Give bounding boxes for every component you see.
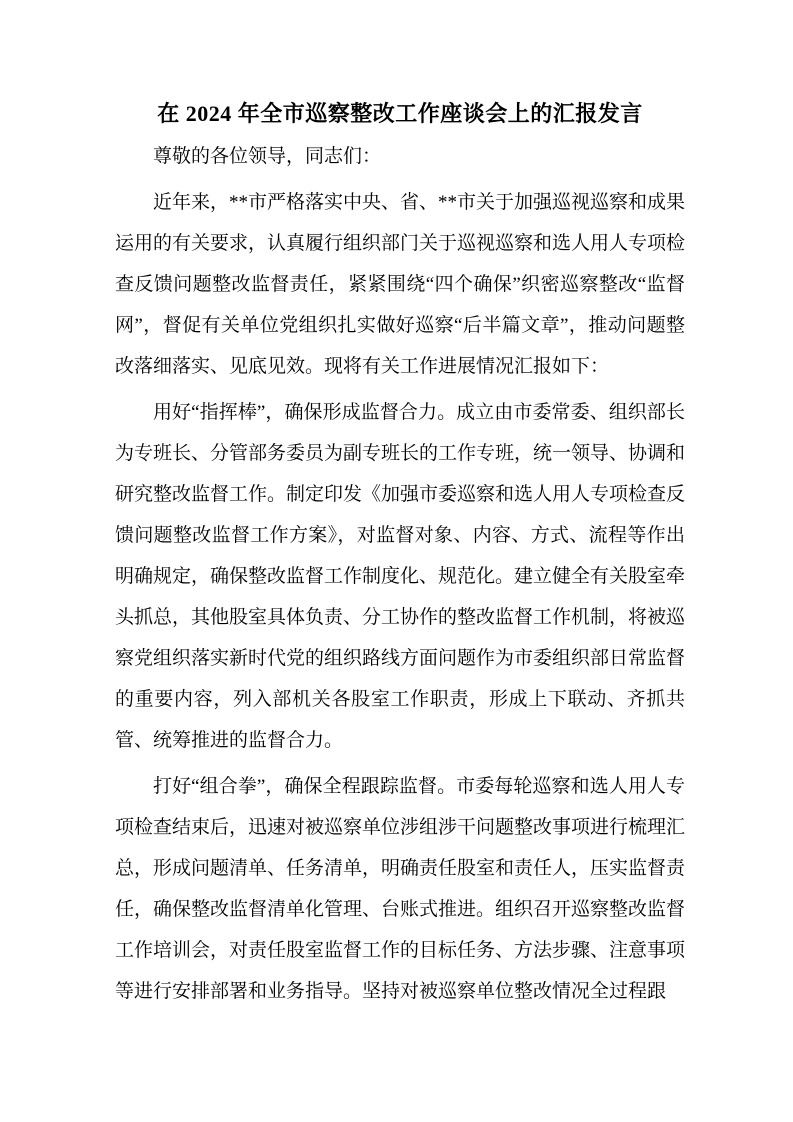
paragraph: 用好“指挥棒”，确保形成监督合力。成立由市委常委、组织部长为专班长、分管部务委员为副专班长的工作专班，统一领导、协调和研究整改监督工作。制定印发《加强市委巡察和选人用人专项检查反馈问题整改监督工作方案》，对监督对象、内容、方式、流程等作出明确规定，确保整改监督工作制度化、规范化。建立健全有关股室牵头抓总，其他股室具体负责、分工协作的整改监督工作机制，将被巡察党组织落实新时代党的组织路线方面问题作为市委组织部日常监督的重要内容，列入部机关各股室工作职责，形成上下联动、齐抓共管、统筹推进的监督合力。	[115, 402, 686, 751]
paragraph: 尊敬的各位领导，同志们：	[153, 146, 382, 167]
paragraph: 近年来，**市严格落实中央、省、**市关于加强巡视巡察和成果运用的有关要求，认真履行组织部门关于巡视巡察和选人用人专项检查反馈问题整改监督责任，紧紧围绕“四个确保”织密巡察整改“监督网”，督促有关单位党组织扎实做好巡察“后半篇文章”，推动问题整改落细落实、见底见效。现将有关工作进展情况汇报如下：	[115, 192, 686, 377]
document-title: 在 2024 年全市巡察整改工作座谈会上的汇报发言	[157, 101, 643, 126]
paragraph: 打好“组合拳”，确保全程跟踪监督。市委每轮巡察和选人用人专项检查结束后，迅速对被巡察单位涉组涉干问题整改事项进行梳理汇总，形成问题清单、任务清单，明确责任股室和责任人，压实监督责任，确保整改监督清单化管理、台账式推进。组织召开巡察整改监督工作培训会，对责任股室监督工作的目标任务、方法步骤、注意事项等进行安排部署和业务指导。坚持对被巡察单位整改情况全过程跟	[115, 776, 686, 1002]
document-body	[115, 136, 685, 1012]
